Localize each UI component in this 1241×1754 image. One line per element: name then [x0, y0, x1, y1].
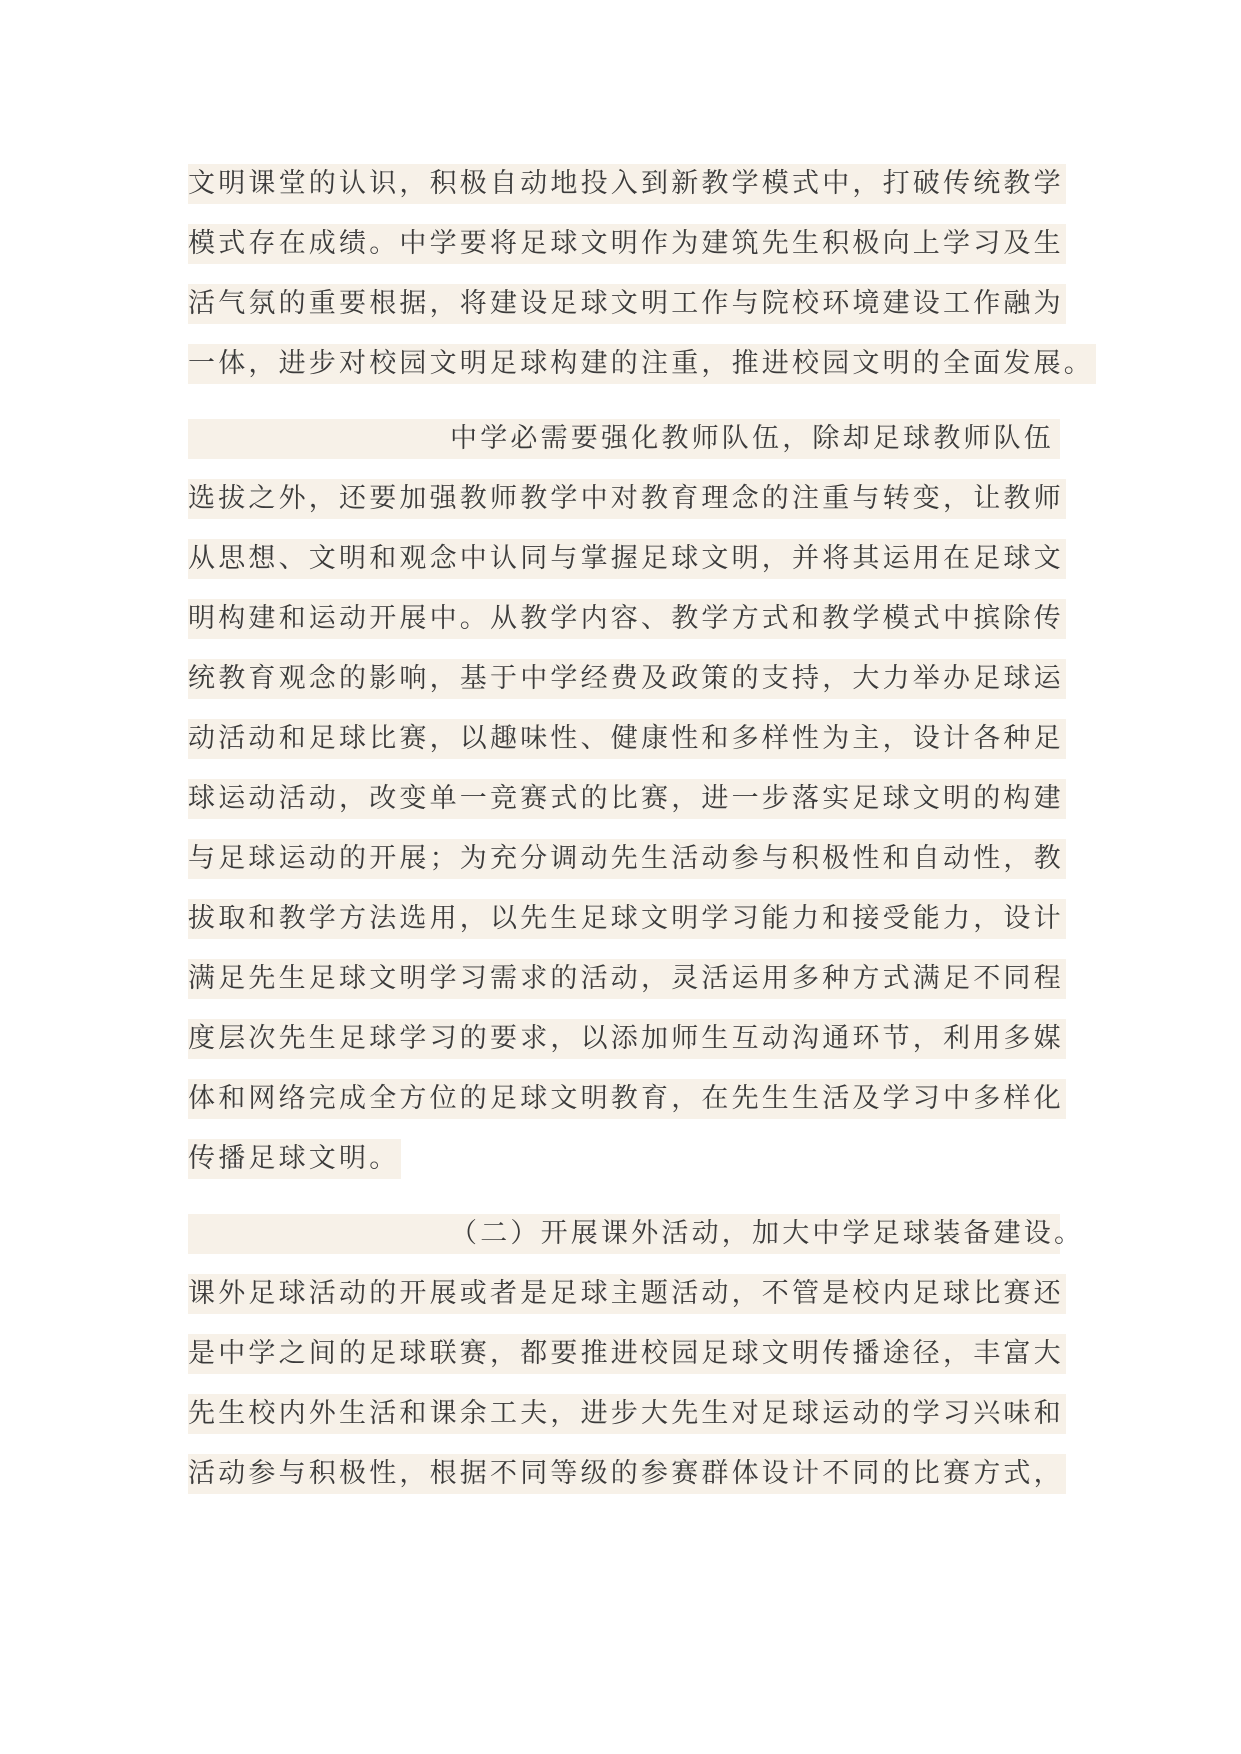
text-line: 一体，进步对校园文明足球构建的注重，推进校园文明的全面发展。	[188, 344, 1096, 384]
text-line: 与足球运动的开展；为充分调动先生活动参与积极性和自动性，教	[188, 839, 1066, 879]
text-line: 满足先生足球文明学习需求的活动，灵活运用多种方式满足不同程	[188, 959, 1066, 999]
text-line: 拔取和教学方法选用，以先生足球文明学习能力和接受能力，设计	[188, 899, 1066, 939]
text-line: 选拔之外，还要加强教师教学中对教育理念的注重与转变，让教师	[188, 479, 1066, 519]
text-line: 统教育观念的影响，基于中学经费及政策的支持，大力举办足球运	[188, 659, 1066, 699]
text-line: 传播足球文明。	[188, 1139, 401, 1179]
paragraph-first-line: 中学必需要强化教师队伍，除却足球教师队伍	[188, 419, 1060, 459]
text-line: 模式存在成绩。中学要将足球文明作为建筑先生积极向上学习及生	[188, 224, 1066, 264]
text-line: 从思想、文明和观念中认同与掌握足球文明，并将其运用在足球文	[188, 539, 1066, 579]
text-line: 课外足球活动的开展或者是足球主题活动，不管是校内足球比赛还	[188, 1274, 1066, 1314]
text-line: 球运动活动，改变单一竞赛式的比赛，进一步落实足球文明的构建	[188, 779, 1066, 819]
section-heading: （二）开展课外活动，加大中学足球装备建设。	[188, 1214, 1060, 1254]
text-line: 先生校内外生活和课余工夫，进步大先生对足球运动的学习兴味和	[188, 1394, 1066, 1434]
text-line: 活气氛的重要根据，将建设足球文明工作与院校环境建设工作融为	[188, 284, 1066, 324]
text-line: 活动参与积极性，根据不同等级的参赛群体设计不同的比赛方式，	[188, 1454, 1066, 1494]
text-line: 体和网络完成全方位的足球文明教育，在先生生活及学习中多样化	[188, 1079, 1066, 1119]
text-line: 动活动和足球比赛，以趣味性、健康性和多样性为主，设计各种足	[188, 719, 1066, 759]
text-line: 明构建和运动开展中。从教学内容、教学方式和教学模式中摈除传	[188, 599, 1066, 639]
text-line: 度层次先生足球学习的要求，以添加师生互动沟通环节，利用多媒	[188, 1019, 1066, 1059]
text-line: 文明课堂的认识，积极自动地投入到新教学模式中，打破传统教学	[188, 164, 1066, 204]
text-line: 是中学之间的足球联赛，都要推进校园足球文明传播途径，丰富大	[188, 1334, 1066, 1374]
